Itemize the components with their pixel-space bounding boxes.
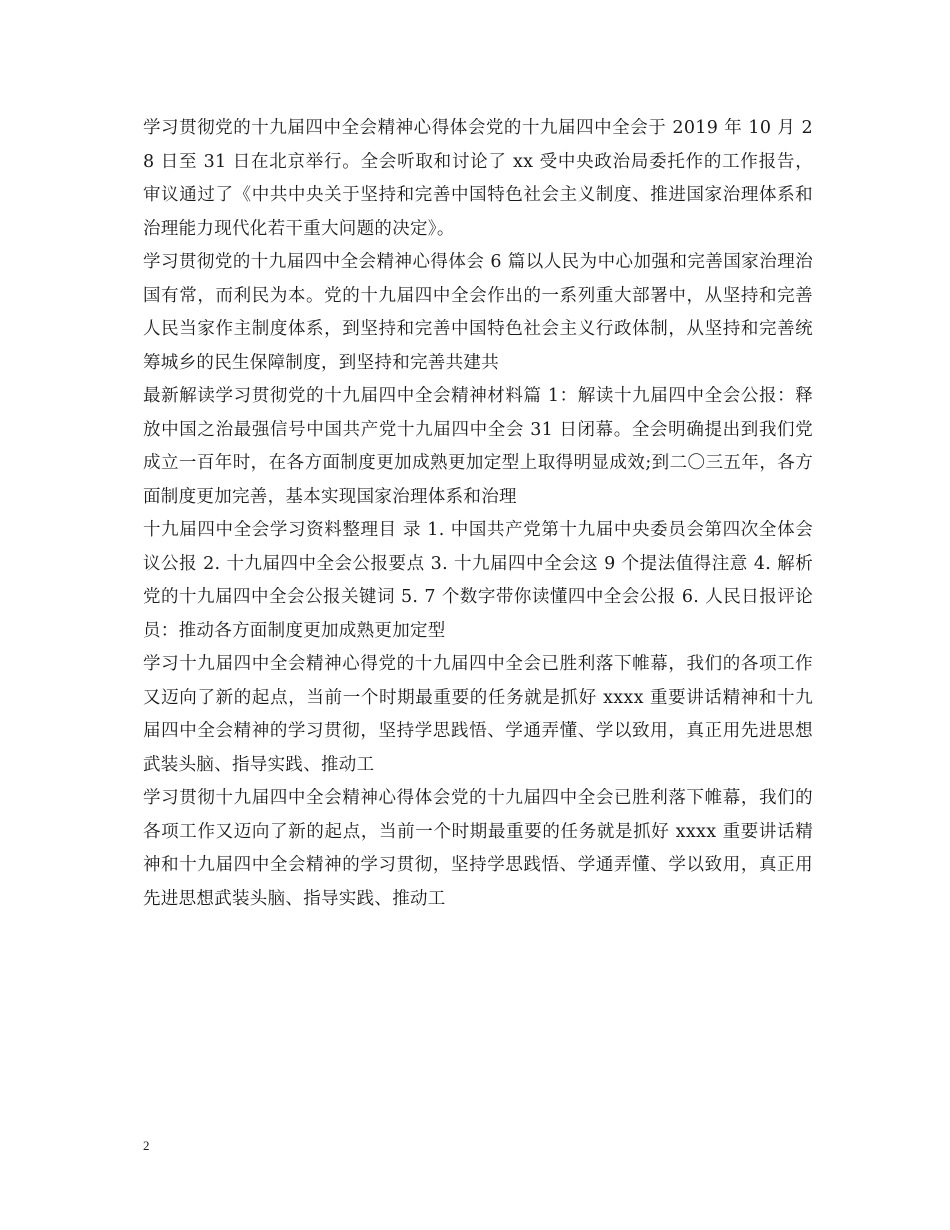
paragraph-4: 十九届四中全会学习资料整理目 录 1. 中国共产党第十九届中央委员会第四次全体会议公报 2. 十九届四中全会公报要点 3. 十九届四中全会这 9 个提法值得注意 4. 解析党的十九届四中全会公报关键词 5. 7 个数字带你读懂四中全会公报 6. 人民日报评论员：推动各方面制度更加成熟更加定型 [143, 520, 813, 641]
paragraph-3: 最新解读学习贯彻党的十九届四中全会精神材料篇 1：解读十九届四中全会公报：释放中国之治最强信号中国共产党十九届四中全会 31 日闭幕。全会明确提出到我们党成立一百年时，在各方面制度更加成熟更加定型上取得明显成效;到二〇三五年，各方面制度更加完善，基本实现国家治理体系和治理 [143, 386, 813, 507]
paragraph-2: 学习贯彻党的十九届四中全会精神心得体会 6 篇以人民为中心加强和完善国家治理治国有常，而利民为本。党的十九届四中全会作出的一系列重大部署中，从坚持和完善人民当家作主制度体系，到坚持和完善中国特色社会主义行政体制，从坚持和完善统筹城乡的民生保障制度，到坚持和完善共建共 [143, 252, 813, 373]
paragraph-6: 学习贯彻十九届四中全会精神心得体会党的十九届四中全会已胜利落下帷幕，我们的各项工作又迈向了新的起点，当前一个时期最重要的任务就是抓好 xxxx 重要讲话精神和十九届四中全会精神的学习贯彻，坚持学思践悟、学通弄懂、学以致用，真正用先进思想武装头脑、指导实践、推动工 [143, 788, 813, 909]
paragraph-5: 学习十九届四中全会精神心得党的十九届四中全会已胜利落下帷幕，我们的各项工作又迈向了新的起点，当前一个时期最重要的任务就是抓好 xxxx 重要讲话精神和十九届四中全会精神的学习贯彻，坚持学思践悟、学通弄懂、学以致用，真正用先进思想武装头脑、指导实践、推动工 [143, 654, 813, 775]
paragraph-1: 学习贯彻党的十九届四中全会精神心得体会党的十九届四中全会于 2019 年 10 月 28 日至 31 日在北京举行。全会听取和讨论了 xx 受中央政治局委托作的工作报告，审议通过了《中共中央关于坚持和完善中国特色社会主义制度、推进国家治理体系和治理能力现代化若干重大问题的决定》。 [143, 118, 813, 239]
document-body [143, 112, 813, 916]
page-number: 2 [143, 1138, 150, 1153]
